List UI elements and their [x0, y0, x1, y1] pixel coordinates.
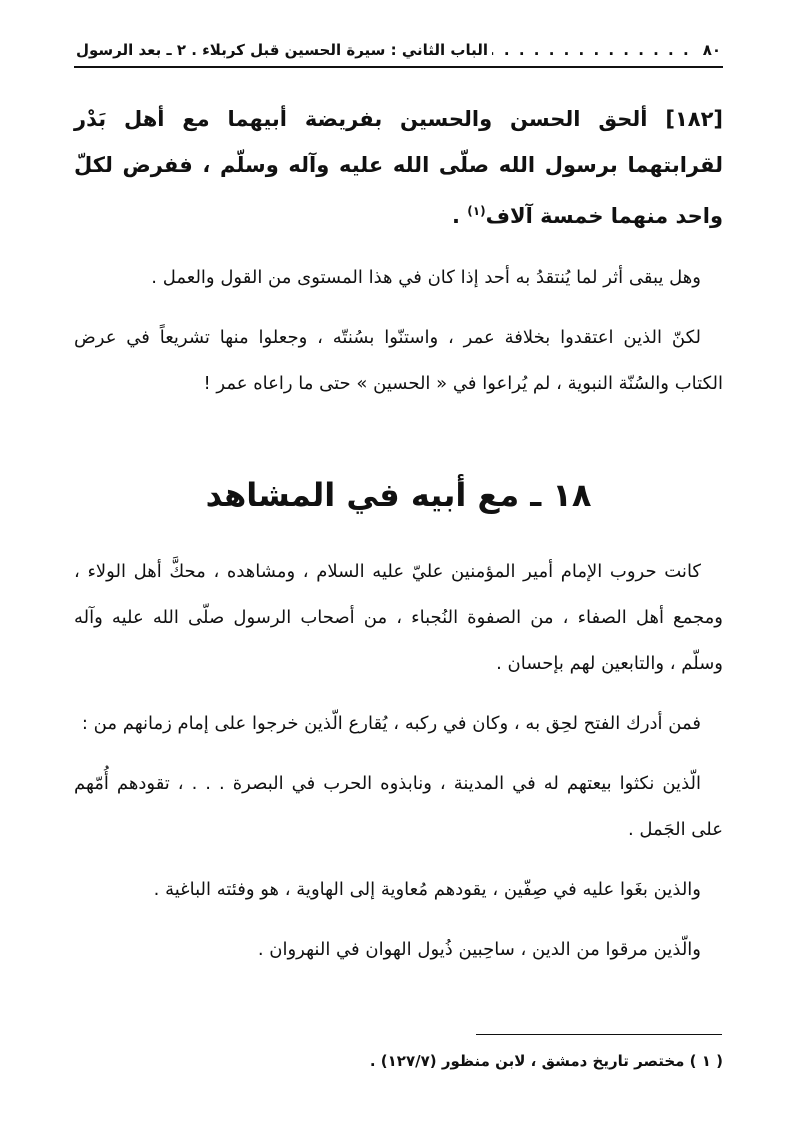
quote-text: [١٨٢] ألحق الحسن والحسين بفريضة أبيهما مع أهل بَدْر لقرابتهما برسول الله صلّى الله عليه وآله وسلّم ، ففرض لكلّ واحد منهما خمسة آلاف	[74, 107, 723, 228]
header-divider	[74, 66, 723, 68]
footnote-divider	[476, 1034, 722, 1035]
paragraph: الّذين نكثوا بيعتهم له في المدينة ، ونابذوه الحرب في البصرة . . . ، تقودهم أُمّهم على الجَمل .	[74, 773, 723, 840]
page-body	[74, 96, 723, 987]
paragraph: لكنّ الذين اعتقدوا بخلافة عمر ، واستنّوا بسُنتّه ، وجعلوا منها تشريعاً في عرض الكتاب والسُنّة النبوية ، لم يُراعوا في « الحسين » حتى ما راعاه عمر !	[74, 327, 723, 394]
footnote: ( ١ ) مختصر تاريخ دمشق ، لابن منظور (١٢٧/٧) .	[369, 1052, 723, 1070]
page-number: ٨٠	[702, 41, 721, 59]
paragraph: والذين بغَوا عليه في صِفّين ، يقودهم مُعاوية إلى الهاوية ، هو وفئته الباغية .	[153, 879, 701, 900]
leader-dots	[492, 41, 691, 59]
running-header	[76, 36, 721, 64]
paragraph: فمن أدرك الفتح لحِق به ، وكان في ركبه ، يُقارع الّذين خرجوا على إمام زمانهم من :	[81, 713, 701, 734]
paragraph: والّذين مرقوا من الدين ، ساحِبين ذُيول الهوان في النهروان .	[257, 939, 701, 960]
paragraph: كانت حروب الإمام أمير المؤمنين عليّ عليه السلام ، ومشاهده ، محكَّ أهل الولاء ، ومجمع أهل الصفاء ، من الصفوة النُجباء ، من أصحاب الرسول صلّى الله عليه وآله وسلّم ، والتابعين لهم بإحسان .	[74, 561, 723, 674]
footnote-reference: (١)	[467, 204, 486, 218]
chapter-title: الباب الثاني : سيرة الحسين قبل كربلاء . ٢ ـ بعد الرسول	[76, 41, 489, 59]
quoted-narration	[74, 96, 723, 239]
paragraph: وهل يبقى أثر لما يُنتقدُ به أحد إذا كان في هذا المستوى من القول والعمل .	[151, 267, 701, 288]
quote-end: .	[452, 204, 468, 228]
section-heading: ١٨ ـ مع أبيه في المشاهد	[205, 476, 592, 514]
